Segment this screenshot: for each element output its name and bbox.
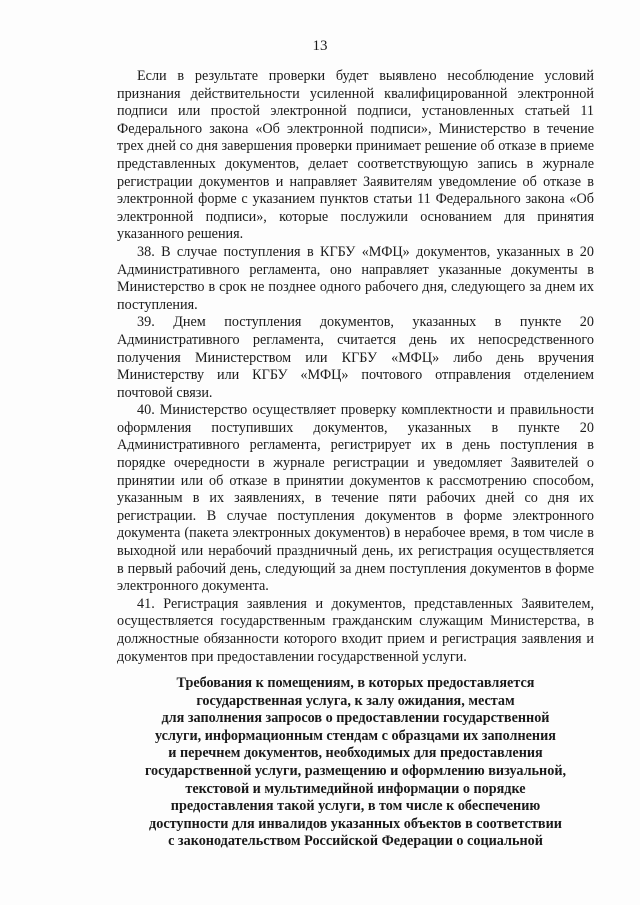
page-number: 13 xyxy=(312,38,328,54)
paragraph-41: 41. Регистрация заявления и документов, представленных Заявителем, осуществляется государственным гражданским служащим Министерства, в должностные обязанности которого входит прием и регистрация заявления и документов при предоставлении государственной услуги. xyxy=(117,595,594,665)
paragraph-40: 40. Министерство осуществляет проверку комплектности и правильности оформления поступивших документов, указанных в пункте 20 Административного регламента, регистрирует их в день поступления в порядке очередности в журнале регистрации и уведомляет Заявителей о принятии или об отказе в принятии документов к рассмотрению способом, указанным в их заявлениях, в течение пяти рабочих дней со дня их регистрации. В случае поступления документов в форме электронного документа (пакета электронных документов) в нерабочее время, в том числе в выходной или нерабочий праздничный день, их регистрация осуществляется в первый рабочий день, следующий за днем поступления документов в форме электронного документа. xyxy=(117,402,594,595)
paragraph-verification-refusal: Если в результате проверки будет выявлено несоблюдение условий признания действительности усиленной квалифицированной электронной подписи или простой электронной подписи, установленных статьей 11 Федерального закона «Об электронной подписи», Министерство в течение трех дней со дня завершения проверки принимает решение об отказе в приеме представленных документов, делает соответствующую запись в журнале регистрации документов и направляет Заявителям уведомление об отказе в электронной форме с указанием пунктов статьи 11 Федерального закона «Об электронной подписи», которые послужили основанием для принятия указанного решения. xyxy=(117,68,594,243)
section-heading: Требования к помещениям, в которых предоставляется государственная услуга, к залу ожидания, местам для заполнения запросов о предоставлении государственной услуги, информационным стендам с образцами их заполнения и перечнем документов, необходимых для предоставления государственной услуги, размещению и оформлению визуальной, текстовой и мультимедийной информации о порядке предоставления такой услуги, в том числе к обеспечению доступности для инвалидов указанных объектов в соответствии с законодательством Российской Федерации о социальной xyxy=(144,675,567,850)
paragraph-38: 38. В случае поступления в КГБУ «МФЦ» документов, указанных в 20 Административного регламента, оно направляет указанные документы в Министерство в срок не позднее одного рабочего дня, следующего за днем их поступления. xyxy=(117,243,594,313)
paragraph-39: 39. Днем поступления документов, указанных в пункте 20 Административного регламента, считается день их непосредственного получения Министерством или КГБУ «МФЦ» либо день вручения Министерству или КГБУ «МФЦ» почтового отправления отделением почтовой связи. xyxy=(117,314,594,401)
document-body xyxy=(117,68,594,666)
